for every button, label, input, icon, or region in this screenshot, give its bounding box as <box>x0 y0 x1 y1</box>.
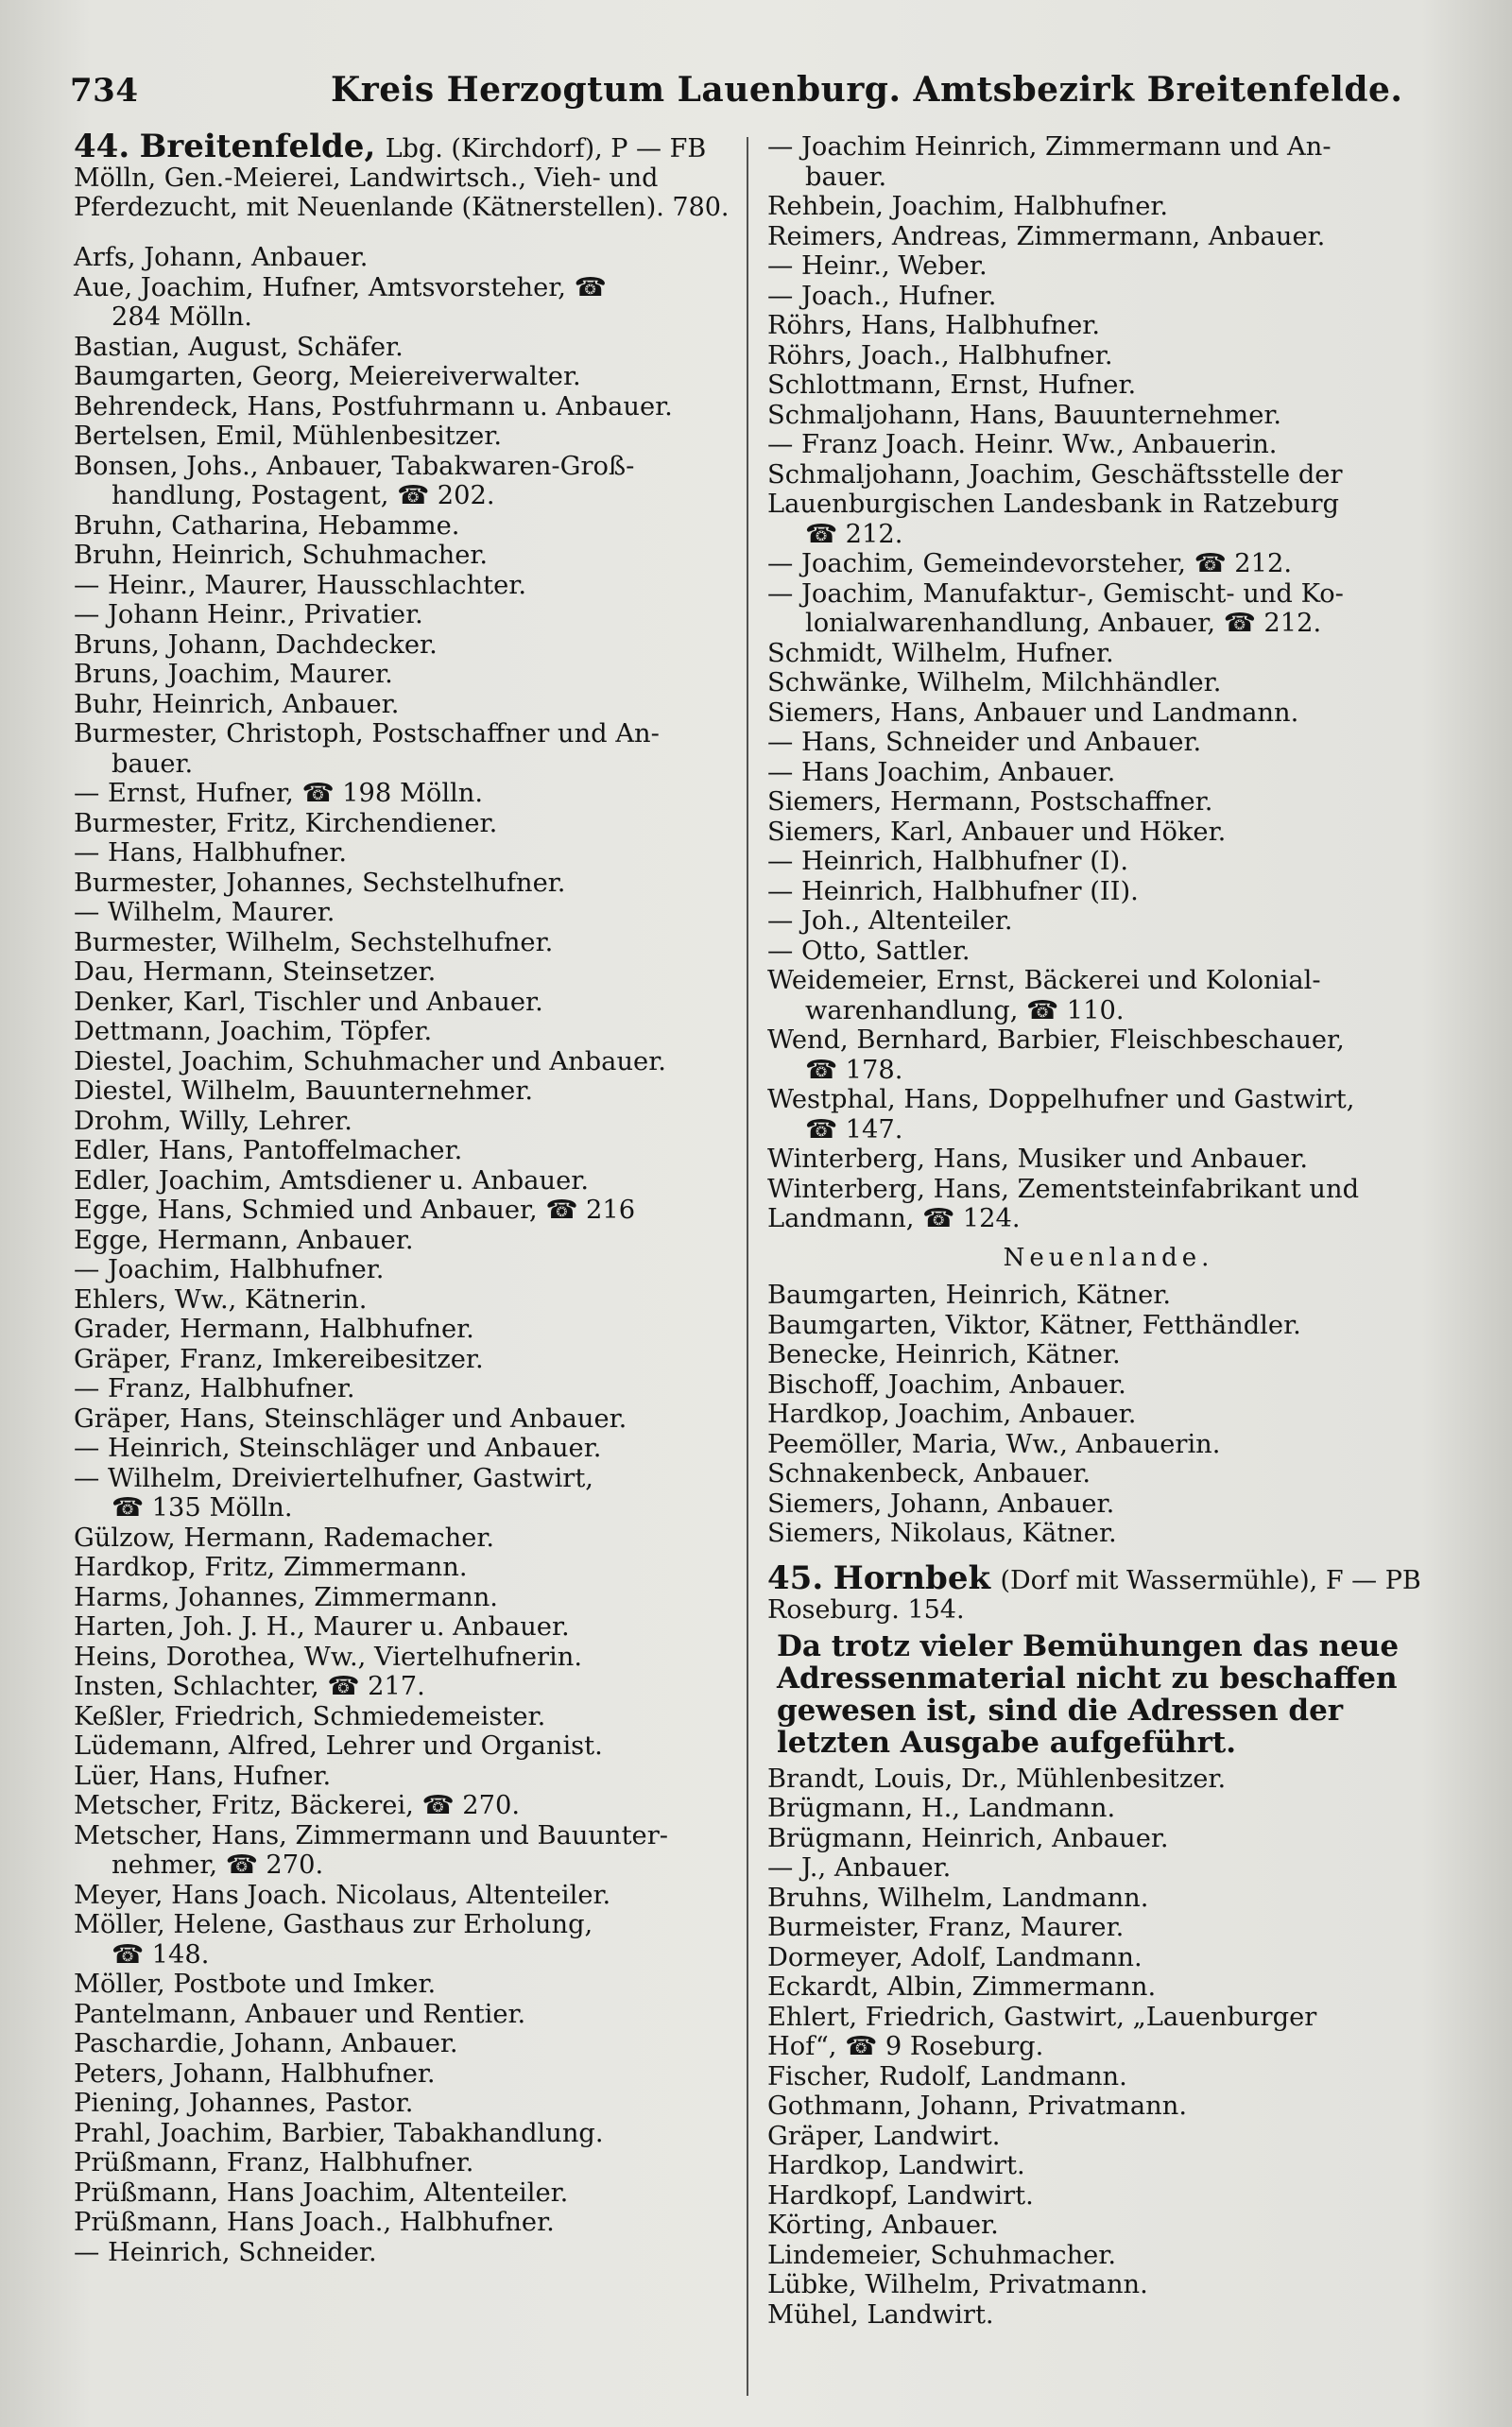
directory-entry: Arfs, Johann, Anbauer. <box>74 243 369 272</box>
directory-entry: Burmester, Fritz, Kirchendiener. <box>74 808 498 838</box>
directory-entry: Peemöller, Maria, Ww., Anbauerin. <box>767 1429 1221 1459</box>
directory-entry: Fischer, Rudolf, Landmann. <box>767 2061 1127 2091</box>
directory-entry: Eckardt, Albin, Zimmermann. <box>767 1972 1157 2002</box>
directory-entry: Röhrs, Joach., Halbhufner. <box>767 340 1113 370</box>
directory-entry: Diestel, Joachim, Schuhmacher und Anbauer. <box>74 1046 666 1076</box>
directory-entry: — Joachim Heinrich, Zimmermann und An- <box>767 132 1332 162</box>
directory-entry: Lüdemann, Alfred, Lehrer und Organist. <box>74 1731 603 1761</box>
directory-entry: Edler, Joachim, Amtsdiener u. Anbauer. <box>74 1165 590 1196</box>
directory-entry: Baumgarten, Heinrich, Kätner. <box>767 1281 1172 1310</box>
directory-entry: — Wilhelm, Maurer. <box>74 898 335 927</box>
directory-entry: Paschardie, Johann, Anbauer. <box>74 2029 458 2058</box>
directory-entry: Hof“, ☎ 9 Roseburg. <box>767 2032 1044 2061</box>
directory-entry: warenhandlung, ☎ 110. <box>805 995 1125 1025</box>
directory-entry: Hardkop, Landwirt. <box>767 2151 1025 2180</box>
directory-entry: Bertelsen, Emil, Mühlenbesitzer. <box>74 422 503 451</box>
directory-entry: Prüßmann, Hans Joachim, Altenteiler. <box>74 2177 569 2208</box>
directory-entry: Reimers, Andreas, Zimmermann, Anbauer. <box>767 221 1326 251</box>
directory-entry: — Hans, Halbhufner. <box>74 838 348 868</box>
directory-entry: Keßler, Friedrich, Schmiedemeister. <box>74 1701 546 1731</box>
directory-entry: — Heinrich, Steinschläger und Anbauer. <box>74 1434 602 1463</box>
section-heading-44 <box>74 128 735 222</box>
section-description: Lbg. (Kirchdorf), P — FB Mölln, Gen.-Meierei, Landwirtsch., Vieh- und Pferdezucht, mit Neuenlande (Kätnerstellen). 780. <box>74 134 730 222</box>
directory-entry: Benecke, Heinrich, Kätner. <box>767 1340 1121 1369</box>
directory-entry: ☎ 212. <box>805 519 903 549</box>
directory-entry: Burmester, Johannes, Sechstelhufner. <box>74 868 566 898</box>
directory-entry: Landmann, ☎ 124. <box>767 1204 1021 1233</box>
directory-entry: Röhrs, Hans, Halbhufner. <box>767 311 1101 340</box>
directory-entry: Metscher, Fritz, Bäckerei, ☎ 270. <box>74 1791 520 1820</box>
directory-entry: Siemers, Johann, Anbauer. <box>767 1489 1115 1519</box>
directory-entry: — Franz, Halbhufner. <box>74 1374 355 1403</box>
directory-entry: Egge, Hermann, Anbauer. <box>74 1225 414 1255</box>
section-number: 45. <box>767 1558 824 1597</box>
directory-entry: Bruns, Joachim, Maurer. <box>74 660 393 689</box>
directory-entry: — Johann Heinr., Privatier. <box>74 600 423 629</box>
directory-entry: — Joachim, Halbhufner. <box>74 1255 385 1284</box>
directory-entry: Diestel, Wilhelm, Bauunternehmer. <box>74 1076 534 1106</box>
neuenlande-heading: Neuenlande. <box>1003 1243 1214 1272</box>
directory-entry: Buhr, Heinrich, Anbauer. <box>74 689 400 719</box>
directory-entry: Rehbein, Joachim, Halbhufner. <box>767 192 1169 221</box>
column-divider <box>747 137 748 2396</box>
section-name: Hornbek <box>833 1558 991 1597</box>
directory-entry: Gothmann, Johann, Privatmann. <box>767 2091 1188 2121</box>
directory-entry: ☎ 147. <box>805 1114 903 1145</box>
directory-entry: bauer. <box>112 749 194 779</box>
directory-entry: Piening, Johannes, Pastor. <box>74 2089 414 2118</box>
directory-entry: Bonsen, Johs., Anbauer, Tabakwaren-Groß- <box>74 451 635 481</box>
directory-entry: Peters, Johann, Halbhufner. <box>74 2058 436 2089</box>
directory-entry: — Franz Joach. Heinr. Ww., Anbauerin. <box>767 430 1278 459</box>
directory-entry: Prüßmann, Hans Joach., Halbhufner. <box>74 2208 555 2237</box>
directory-entry: — Ernst, Hufner, ☎ 198 Mölln. <box>74 779 484 808</box>
directory-entry: — Hans Joachim, Anbauer. <box>767 757 1116 787</box>
directory-entry: — Joachim, Manufaktur-, Gemischt- und Ko- <box>767 578 1344 609</box>
directory-entry: Metscher, Hans, Zimmermann und Bauunter- <box>74 1820 668 1850</box>
directory-entry: — Otto, Sattler. <box>767 936 971 966</box>
directory-entry: Egge, Hans, Schmied und Anbauer, ☎ 216 <box>74 1196 636 1225</box>
directory-entry: Dau, Hermann, Steinsetzer. <box>74 957 437 987</box>
directory-entry: Schnakenbeck, Anbauer. <box>767 1459 1091 1489</box>
left-column <box>74 128 735 2267</box>
directory-entry: Dormeyer, Adolf, Landmann. <box>767 1942 1143 1972</box>
directory-entry: Hardkop, Fritz, Zimmermann. <box>74 1553 468 1582</box>
left-entries-list <box>74 243 735 2267</box>
directory-entry: Lauenburgischen Landesbank in Ratzeburg <box>767 490 1339 519</box>
directory-entry: Prahl, Joachim, Barbier, Tabakhandlung. <box>74 2118 604 2148</box>
directory-entry: Burmester, Christoph, Postschaffner und An- <box>74 719 660 749</box>
directory-entry: lonialwarenhandlung, Anbauer, ☎ 212. <box>805 609 1322 638</box>
directory-entry: — Hans, Schneider und Anbauer. <box>767 728 1202 757</box>
right-column <box>767 132 1450 2330</box>
directory-entry: Mühel, Landwirt. <box>767 2299 994 2330</box>
directory-entry: Ehlers, Ww., Kätnerin. <box>74 1284 368 1315</box>
directory-entry: Bischoff, Joachim, Anbauer. <box>767 1369 1126 1400</box>
directory-entry: Möller, Helene, Gasthaus zur Erholung, <box>74 1910 593 1939</box>
directory-entry: — Joachim, Gemeindevorsteher, ☎ 212. <box>767 549 1293 578</box>
directory-entry: handlung, Postagent, ☎ 202. <box>112 481 495 510</box>
directory-entry: Baumgarten, Viktor, Kätner, Fetthändler. <box>767 1310 1301 1340</box>
notice-text: Da trotz vieler Bemühungen das neue Adressenmaterial nicht zu beschaffen gewesen ist, sind die Adressen der letzten Ausgabe aufgeführt. <box>777 1628 1400 1760</box>
hornbek-entries-list <box>767 1764 1450 2331</box>
neuenlande-entries-list <box>767 1281 1450 1549</box>
directory-entry: — Heinrich, Halbhufner (II). <box>767 876 1139 906</box>
directory-entry: — Heinrich, Schneider. <box>74 2237 377 2267</box>
directory-entry: Winterberg, Hans, Musiker und Anbauer. <box>767 1145 1309 1174</box>
directory-entry: Brügmann, Heinrich, Anbauer. <box>767 1823 1169 1853</box>
directory-entry: Schmaljohann, Hans, Bauunternehmer. <box>767 400 1282 430</box>
directory-entry: Siemers, Hermann, Postschaffner. <box>767 787 1213 817</box>
directory-entry: — Joh., Altenteiler. <box>767 906 1013 936</box>
directory-entry: Wend, Bernhard, Barbier, Fleischbeschauer, <box>767 1025 1345 1055</box>
directory-entry: nehmer, ☎ 270. <box>112 1850 324 1880</box>
directory-entry: Hardkopf, Landwirt. <box>767 2180 1034 2211</box>
directory-entry: Siemers, Karl, Anbauer und Höker. <box>767 817 1227 847</box>
section-heading-45 <box>767 1558 1450 1625</box>
directory-entry: — Joach., Hufner. <box>767 281 997 311</box>
directory-entry: — J., Anbauer. <box>767 1853 952 1883</box>
directory-entry: Gülzow, Hermann, Rademacher. <box>74 1523 495 1553</box>
directory-entry: Grader, Hermann, Halbhufner. <box>74 1315 474 1344</box>
directory-entry: Schmaljohann, Joachim, Geschäftsstelle der <box>767 459 1343 490</box>
page-header <box>66 66 1436 123</box>
section-description: (Dorf mit Wassermühle), F — PB Roseburg. 154. <box>767 1565 1421 1625</box>
directory-entry: bauer. <box>805 162 887 192</box>
directory-entry: Meyer, Hans Joach. Nicolaus, Altenteiler. <box>74 1880 611 1910</box>
directory-entry: Lüer, Hans, Hufner. <box>74 1761 332 1791</box>
directory-entry: Behrendeck, Hans, Postfuhrmann u. Anbauer. <box>74 391 673 422</box>
spacer <box>74 228 735 243</box>
directory-entry: Gräper, Hans, Steinschläger und Anbauer. <box>74 1403 627 1434</box>
directory-entry: ☎ 148. <box>112 1939 210 1970</box>
directory-entry: Bruhns, Wilhelm, Landmann. <box>767 1883 1149 1913</box>
directory-entry: Brügmann, H., Landmann. <box>767 1794 1116 1823</box>
directory-entry: Körting, Anbauer. <box>767 2211 999 2240</box>
page-number: 734 <box>70 72 139 110</box>
directory-entry: Winterberg, Hans, Zementsteinfabrikant und <box>767 1174 1360 1204</box>
section-name: Breitenfelde, <box>139 128 376 165</box>
directory-entry: 284 Mölln. <box>112 302 252 332</box>
directory-entry: Harten, Joh. J. H., Maurer u. Anbauer. <box>74 1612 570 1642</box>
directory-entry: Siemers, Hans, Anbauer und Landmann. <box>767 697 1299 728</box>
directory-entry: Schlottmann, Ernst, Hufner. <box>767 370 1137 400</box>
directory-entry: Ehlert, Friedrich, Gastwirt, „Lauenburger <box>767 2002 1317 2032</box>
directory-entry: Möller, Postbote und Imker. <box>74 1970 437 1999</box>
directory-entry: Aue, Joachim, Hufner, Amtsvorsteher, ☎ <box>74 272 607 302</box>
directory-entry: Denker, Karl, Tischler und Anbauer. <box>74 987 543 1017</box>
directory-entry: Schmidt, Wilhelm, Hufner. <box>767 638 1114 668</box>
directory-entry: Drohm, Willy, Lehrer. <box>74 1106 352 1136</box>
directory-entry: Burmester, Wilhelm, Sechstelhufner. <box>74 927 554 957</box>
directory-entry: Baumgarten, Georg, Meiereiverwalter. <box>74 362 581 391</box>
directory-entry: Westphal, Hans, Doppelhufner und Gastwirt, <box>767 1085 1355 1114</box>
directory-entry: Pantelmann, Anbauer und Rentier. <box>74 1999 526 2029</box>
directory-entry: — Heinr., Weber. <box>767 251 988 281</box>
running-title: Kreis Herzogtum Lauenburg. Amtsbezirk Breitenfelde. <box>331 70 1403 110</box>
directory-entry: Bruns, Johann, Dachdecker. <box>74 629 438 660</box>
right-entries-list <box>767 132 1450 1234</box>
directory-entry: Heins, Dorothea, Ww., Viertelhufnerin. <box>74 1642 583 1672</box>
directory-entry: Schwänke, Wilhelm, Milchhändler. <box>767 668 1222 697</box>
directory-entry: Lindemeier, Schuhmacher. <box>767 2240 1117 2270</box>
directory-entry: — Wilhelm, Dreiviertelhufner, Gastwirt, <box>74 1463 593 1493</box>
directory-entry: — Heinrich, Halbhufner (I). <box>767 847 1129 876</box>
directory-entry: Prüßmann, Franz, Halbhufner. <box>74 2148 474 2177</box>
directory-entry: Siemers, Nikolaus, Kätner. <box>767 1519 1117 1548</box>
directory-entry: Dettmann, Joachim, Töpfer. <box>74 1017 433 1046</box>
directory-entry: Bastian, August, Schäfer. <box>74 332 404 362</box>
section-number: 44. <box>74 128 130 165</box>
directory-entry: Edler, Hans, Pantoffelmacher. <box>74 1136 463 1165</box>
directory-entry: Gräper, Franz, Imkereibesitzer. <box>74 1344 484 1374</box>
directory-entry: Brandt, Louis, Dr., Mühlenbesitzer. <box>767 1764 1227 1794</box>
directory-entry: Bruhn, Catharina, Hebamme. <box>74 510 460 541</box>
directory-entry: Gräper, Landwirt. <box>767 2121 1001 2151</box>
directory-entry: Bruhn, Heinrich, Schuhmacher. <box>74 541 489 570</box>
directory-entry: — Heinr., Maurer, Hausschlachter. <box>74 570 527 600</box>
directory-entry: Weidemeier, Ernst, Bäckerei und Kolonial- <box>767 966 1321 995</box>
directory-entry: Harms, Johannes, Zimmermann. <box>74 1582 498 1612</box>
directory-entry: Hardkop, Joachim, Anbauer. <box>767 1400 1137 1429</box>
directory-entry: Lübke, Wilhelm, Privatmann. <box>767 2270 1148 2299</box>
directory-entry: Burmeister, Franz, Maurer. <box>767 1913 1125 1942</box>
directory-entry: ☎ 135 Mölln. <box>112 1493 293 1523</box>
directory-entry: Insten, Schlachter, ☎ 217. <box>74 1672 425 1701</box>
directory-entry: ☎ 178. <box>805 1055 903 1085</box>
